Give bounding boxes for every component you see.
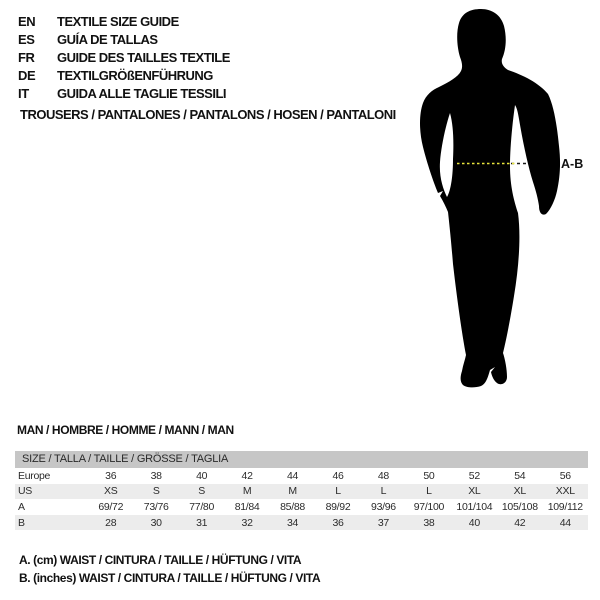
size-cell: 48 bbox=[377, 469, 389, 482]
size-cell: 32 bbox=[241, 516, 253, 529]
language-title: TEXTILGRÖßENFÜHRUNG bbox=[57, 68, 213, 83]
size-cell: 97/100 bbox=[413, 500, 445, 513]
language-row bbox=[18, 49, 230, 67]
size-cell: 93/96 bbox=[371, 500, 396, 513]
size-cell: 85/88 bbox=[280, 500, 305, 513]
language-code: DE bbox=[18, 68, 36, 83]
silhouette-path bbox=[420, 9, 560, 387]
size-cell: M bbox=[288, 485, 297, 498]
size-cell: 44 bbox=[559, 516, 571, 529]
size-cell: 38 bbox=[423, 516, 435, 529]
size-cell: 73/76 bbox=[143, 500, 169, 513]
size-cell: S bbox=[152, 485, 160, 498]
size-cell: 31 bbox=[196, 516, 208, 529]
size-cell: 36 bbox=[332, 516, 344, 529]
table-row bbox=[15, 499, 588, 515]
size-cell: 105/108 bbox=[501, 500, 538, 513]
size-cell: 89/92 bbox=[325, 500, 351, 513]
language-code: IT bbox=[18, 86, 29, 101]
table-row bbox=[15, 468, 588, 484]
table-row bbox=[15, 515, 588, 531]
language-title: GUIDE DES TAILLES TEXTILE bbox=[57, 50, 230, 65]
row-label: US bbox=[18, 485, 32, 498]
table-row bbox=[15, 484, 588, 500]
size-cell: S bbox=[198, 485, 205, 498]
size-cell: 40 bbox=[468, 516, 480, 529]
size-cell: 50 bbox=[423, 469, 435, 482]
size-cell: 40 bbox=[196, 469, 208, 482]
product-line-title: TROUSERS / PANTALONES / PANTALONS / HOSEN / PANTALONI bbox=[20, 107, 396, 122]
size-table-rows bbox=[15, 468, 588, 530]
size-cell: 42 bbox=[514, 516, 526, 529]
language-code: FR bbox=[18, 50, 35, 65]
size-cell: XL bbox=[468, 485, 481, 498]
size-cell: XL bbox=[513, 485, 526, 498]
size-cell: M bbox=[242, 485, 252, 498]
language-title: GUIDA ALLE TAGLIE TESSILI bbox=[57, 86, 227, 101]
size-cell: XXL bbox=[555, 485, 575, 498]
language-row bbox=[18, 13, 230, 31]
size-cell: L bbox=[380, 485, 387, 498]
size-table bbox=[15, 451, 588, 530]
row-label: A bbox=[18, 500, 25, 513]
row-label: B bbox=[18, 516, 25, 529]
language-row bbox=[18, 85, 230, 103]
size-cell: 56 bbox=[559, 469, 571, 482]
language-row bbox=[18, 67, 230, 85]
language-list bbox=[18, 13, 230, 103]
size-cell: L bbox=[335, 485, 341, 498]
size-cell: 37 bbox=[377, 516, 389, 529]
size-cell: 28 bbox=[105, 516, 117, 529]
size-cell: 42 bbox=[241, 469, 253, 482]
size-cell: 46 bbox=[332, 469, 344, 482]
size-cell: 69/72 bbox=[98, 500, 124, 513]
language-row bbox=[18, 31, 230, 49]
size-cell: 101/104 bbox=[456, 500, 493, 513]
size-cell: L bbox=[426, 485, 432, 498]
size-table-header: SIZE / TALLA / TAILLE / GRÖSSE / TAGLIA bbox=[15, 451, 588, 468]
size-cell: 36 bbox=[105, 469, 117, 482]
language-title: GUÍA DE TALLAS bbox=[57, 32, 158, 47]
size-cell: 54 bbox=[514, 469, 526, 482]
section-title-man: MAN / HOMBRE / HOMME / MANN / MAN bbox=[17, 423, 234, 437]
size-cell: 77/80 bbox=[189, 500, 215, 513]
size-cell: XS bbox=[104, 485, 118, 498]
note-line: B. (inches) WAIST / CINTURA / TAILLE / HÜFTUNG / VITA bbox=[19, 571, 321, 585]
measure-label-ab: A-B bbox=[561, 157, 584, 171]
measure-notes bbox=[19, 551, 320, 587]
size-cell: 109/112 bbox=[547, 500, 583, 513]
size-cell: 34 bbox=[286, 516, 299, 529]
size-cell: 30 bbox=[150, 516, 162, 529]
row-label: Europe bbox=[18, 469, 51, 482]
size-cell: 81/84 bbox=[234, 500, 260, 513]
size-cell: 38 bbox=[150, 469, 162, 482]
language-code: ES bbox=[18, 32, 35, 47]
note-line: A. (cm) WAIST / CINTURA / TAILLE / HÜFTUNG / VITA bbox=[19, 553, 302, 567]
man-silhouette-figure bbox=[405, 0, 600, 400]
language-code: EN bbox=[18, 14, 36, 29]
language-title: TEXTILE SIZE GUIDE bbox=[57, 14, 179, 29]
size-cell: 44 bbox=[286, 469, 299, 482]
size-cell: 52 bbox=[468, 469, 480, 482]
